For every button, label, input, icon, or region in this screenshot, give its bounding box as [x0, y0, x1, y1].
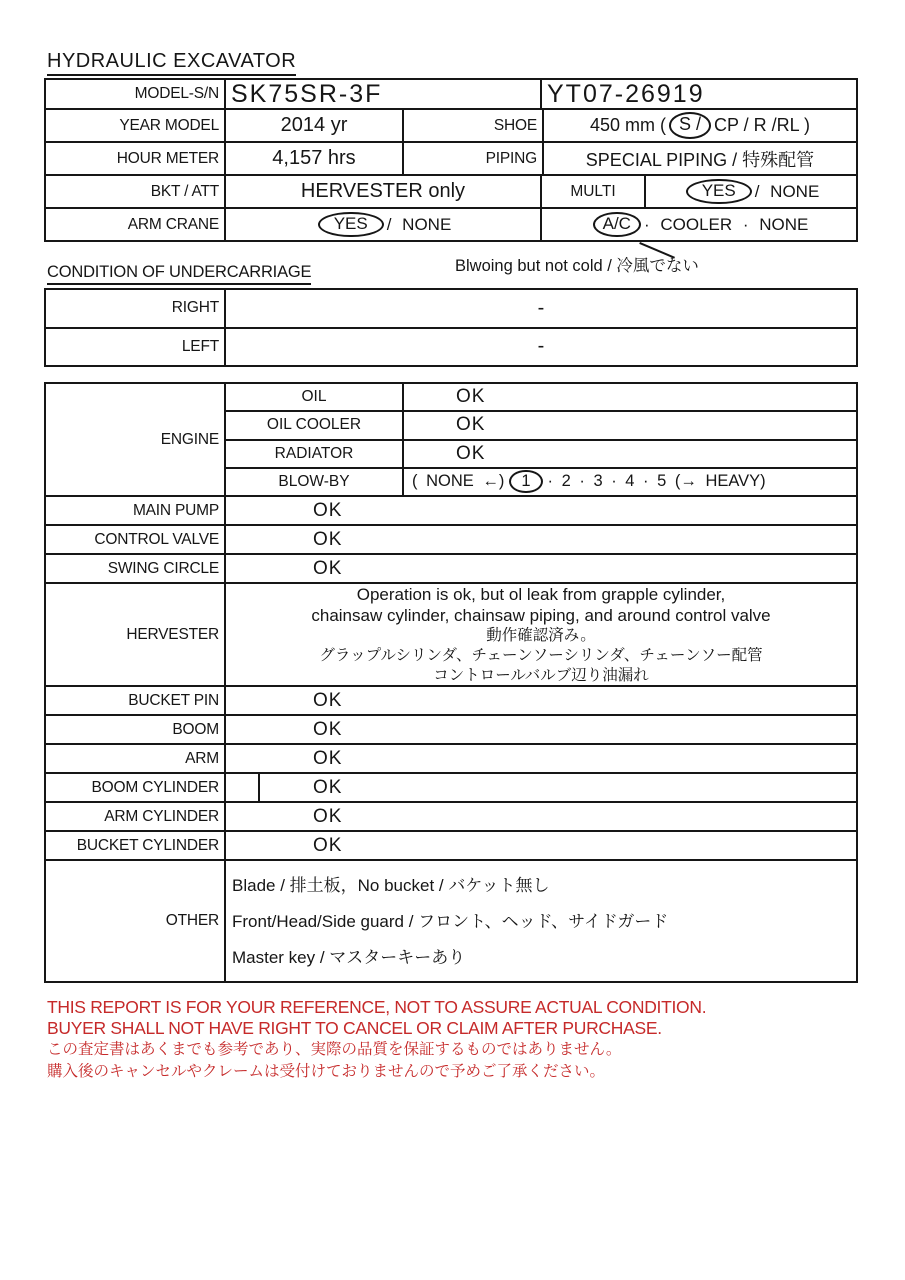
arm-cylinder-value: OK [224, 803, 856, 830]
hervester-label: HERVESTER [126, 625, 219, 643]
ac-selected-circle-annotation: A/C [593, 212, 641, 238]
engine-oil-label: OIL [301, 388, 327, 406]
bucket-pin-value: OK [224, 687, 856, 714]
undercarriage-right-value: - [224, 290, 856, 327]
ac-cooler-value [540, 209, 856, 240]
arm-cylinder-label: ARM CYLINDER [104, 807, 219, 825]
blowby-rating-circle-annotation: 1 [509, 470, 542, 493]
shoe-label: SHOE [402, 110, 542, 141]
shoe-value-suffix: CP / R /RL ) [714, 115, 811, 135]
multi-label: MULTI [540, 176, 644, 207]
arm-crane-yes-circle-annotation: YES [318, 212, 384, 238]
engine-blowby-label: BLOW-BY [278, 472, 350, 490]
boom-value: OK [224, 716, 856, 743]
bucket-cylinder-row [46, 830, 856, 859]
engine-oil-cooler-label: OIL COOLER [266, 416, 362, 434]
hour-meter-value: 4,157 hrs [224, 143, 402, 174]
engine-radiator-value: OK [402, 441, 856, 467]
other-note-line: Front/Head/Side guard / フロント、ヘッド、サイドガード [232, 912, 669, 931]
spec-row-year-shoe [46, 108, 856, 141]
disclaimer-line-en: THIS REPORT IS FOR YOUR REFERENCE, NOT TO ASSURE ACTUAL CONDITION. [47, 997, 707, 1017]
boom-label: BOOM [172, 720, 219, 738]
main-pump-row [46, 495, 856, 524]
other-note-line: Master key / マスターキーあり [232, 948, 466, 967]
inspection-table [44, 382, 858, 983]
engine-oil-cooler-value: OK [402, 412, 856, 438]
engine-oil-value: OK [402, 384, 856, 410]
bkt-att-value: HERVESTER only [224, 176, 540, 207]
other-row [46, 859, 856, 981]
blowby-scale-suffix: · 2 · 3 · 4 · 5 (→ HEAVY) [547, 472, 766, 491]
spec-table [44, 78, 858, 242]
arm-value: OK [224, 745, 856, 772]
control-valve-label: CONTROL VALVE [94, 530, 219, 548]
hervester-row [46, 582, 856, 685]
disclaimer [47, 997, 706, 1083]
multi-value [644, 176, 856, 207]
arm-crane-label: ARM CRANE [127, 215, 219, 233]
bucket-cylinder-value: OK [224, 832, 856, 859]
ac-value-suffix: · COOLER · NONE [643, 214, 809, 234]
spec-row-hour-piping [46, 141, 856, 174]
engine-label: ENGINE [160, 430, 219, 448]
undercarriage-right-row [46, 290, 856, 327]
swing-circle-value: OK [224, 555, 856, 582]
model-sn-label: MODEL-S/N [134, 85, 219, 102]
control-valve-value: OK [224, 526, 856, 553]
piping-value: SPECIAL PIPING / 特殊配管 [542, 143, 856, 174]
blowby-scale-prefix: ( NONE ←) [412, 472, 505, 491]
disclaimer-line-jp: 購入後のキャンセルやクレームは受付けておりませんので予めご了承ください。 [47, 1063, 606, 1080]
swing-circle-row [46, 553, 856, 582]
hervester-note-line: コントロールバルブ辺り油漏れ [433, 666, 649, 684]
arm-cylinder-row [46, 801, 856, 830]
piping-label: PIPING [402, 143, 542, 174]
other-notes [224, 861, 856, 981]
boom-cylinder-value: OK [313, 776, 343, 798]
page-title: HYDRAULIC EXCAVATOR [47, 50, 296, 76]
boom-row [46, 714, 856, 743]
disclaimer-line-jp: この査定書はあくまでも参考であり、実際の品質を保証するものではありません。 [47, 1041, 622, 1058]
swing-circle-label: SWING CIRCLE [107, 559, 219, 577]
serial-value: YT07-26919 [540, 80, 856, 108]
bucket-pin-row [46, 685, 856, 714]
shoe-value [542, 110, 856, 141]
hervester-notes [224, 584, 856, 685]
hervester-note-line: グラップルシリンダ、チェーンソーシリンダ、チェーンソー配管 [319, 646, 763, 664]
engine-oil-cooler-row [226, 410, 856, 438]
hervester-note-line: chainsaw cylinder, chainsaw piping, and around control valve [311, 605, 771, 625]
engine-blowby-row [226, 467, 856, 495]
shoe-value-prefix: 450 mm ( [589, 115, 666, 135]
engine-section [46, 384, 856, 495]
main-pump-label: MAIN PUMP [132, 501, 219, 519]
spec-row-model [46, 80, 856, 108]
shoe-selected-circle-annotation: S / [669, 112, 711, 139]
undercarriage-table [44, 288, 858, 367]
spec-row-bkt-multi [46, 174, 856, 207]
hour-meter-label: HOUR METER [116, 149, 219, 167]
year-model-label: YEAR MODEL [119, 116, 219, 134]
disclaimer-line-en: BUYER SHALL NOT HAVE RIGHT TO CANCEL OR CLAIM AFTER PURCHASE. [47, 1018, 662, 1038]
undercarriage-right-label: RIGHT [171, 299, 219, 317]
spec-row-armcrane-ac [46, 207, 856, 240]
main-pump-value: OK [224, 497, 856, 524]
engine-radiator-label: RADIATOR [274, 444, 354, 462]
engine-blowby-value [402, 469, 856, 495]
year-model-value: 2014 yr [224, 110, 402, 141]
other-note-line: Blade / 排土板，No bucket / バケット無し [232, 876, 550, 895]
undercarriage-heading: CONDITION OF UNDERCARRIAGE [47, 263, 311, 285]
boom-cylinder-label: BOOM CYLINDER [91, 778, 219, 796]
multi-value-suffix: / NONE [754, 181, 820, 201]
model-value: SK75SR-3F [224, 80, 540, 108]
bucket-pin-label: BUCKET PIN [128, 691, 219, 709]
control-valve-row [46, 524, 856, 553]
arm-crane-value [224, 209, 540, 240]
undercarriage-left-row [46, 327, 856, 366]
other-label: OTHER [165, 912, 219, 929]
engine-oil-row [226, 384, 856, 410]
bucket-cylinder-label: BUCKET CYLINDER [76, 836, 219, 854]
arm-row [46, 743, 856, 772]
undercarriage-left-label: LEFT [181, 337, 219, 355]
bkt-att-label: BKT / ATT [150, 182, 219, 200]
undercarriage-left-value: - [224, 329, 856, 366]
hervester-note-line: Operation is ok, but ol leak from grapple cylinder, [356, 584, 726, 604]
ac-condition-note: Blwoing but not cold / 冷風でない [455, 257, 699, 275]
multi-yes-circle-annotation: YES [686, 179, 752, 205]
arm-crane-value-suffix: / NONE [386, 214, 452, 234]
arm-label: ARM [185, 749, 219, 767]
boom-cylinder-row [46, 772, 856, 801]
hervester-note-line: 動作確認済み。 [486, 626, 596, 644]
engine-radiator-row [226, 439, 856, 467]
boom-cylinder-value-cell [224, 774, 856, 801]
